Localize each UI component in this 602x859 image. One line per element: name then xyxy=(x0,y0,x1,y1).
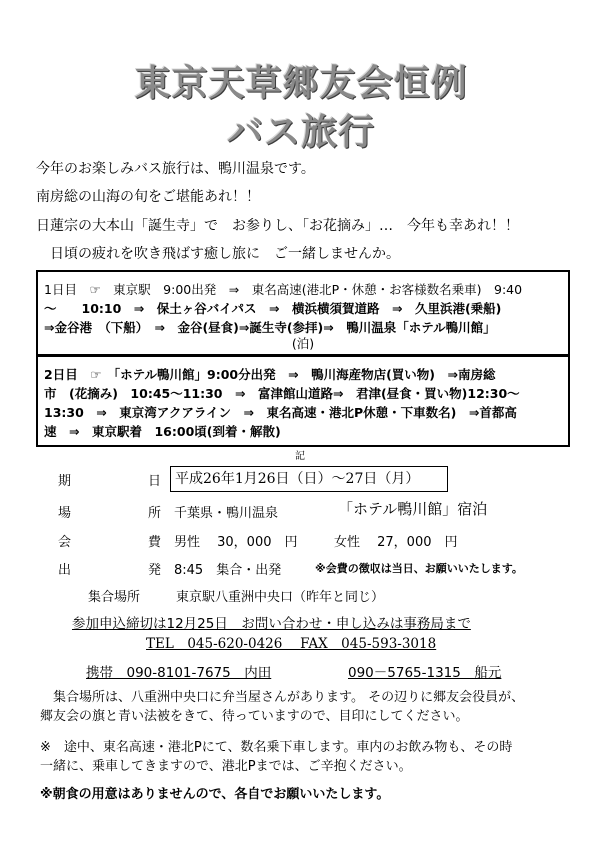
deadline-line: 参加申込締切は12月25日 お問い合わせ・申し込みは事務局まで xyxy=(72,616,471,632)
place-label-2: 所 xyxy=(148,506,162,521)
date-label-1: 期 xyxy=(58,474,72,489)
day2-line-3: 13:30 ⇒ 東京湾アクアライン ⇒ 東名高速・港北P休憩・下車数名) ⇒首都高 xyxy=(44,405,517,420)
day2-line-2: 市 (花摘み) 10:45～11:30 ⇒ 富津館山道路⇒ 君津(昼食・買い物)12:30～ xyxy=(44,386,520,401)
depart-value: 8:45 集合・出発 xyxy=(174,563,282,578)
title-line-1: 東京天草郷友会恒例 xyxy=(134,63,468,104)
fee-female: 女性 27，000 円 xyxy=(334,535,458,550)
mobile-funamoto: 090－5765-1315 船元 xyxy=(348,665,502,681)
day1-line-1: 1日目 ☞ 東京駅 9:00出発 ⇒ 東名高速(港北P・休憩・お客様数名乗車) 9:40 xyxy=(44,282,523,297)
note-stopover xyxy=(40,738,512,776)
title-line-2: バス旅行 xyxy=(226,112,375,153)
itinerary-day1-box xyxy=(36,270,570,355)
day1-line-4: (泊) xyxy=(291,337,315,351)
fee-label-1: 会 xyxy=(58,535,72,550)
day2-line-4: 速 ⇒ 東京駅着 16:00頃(到着・解散) xyxy=(44,424,281,439)
note-meeting-line-2: 郷友会の旗と青い法被をきて、待っていますので、目印にしてください。 xyxy=(40,709,469,724)
day2-line-1: 2日目 ☞ 「ホテル鴨川館」9:00分出発 ⇒ 鴨川海産物店(買い物) ⇒南房総 xyxy=(44,367,496,382)
note-meeting-point xyxy=(40,688,524,726)
meet-label: 集合場所 xyxy=(88,590,141,605)
note-stopover-line-2: 一緒に、乗車してきますので、港北Pまでは、ご辛抱ください。 xyxy=(40,759,412,774)
date-value: 平成26年1月26日（日）～27日（月） xyxy=(170,466,448,492)
hotel-value: 「ホテル鴨川館」宿泊 xyxy=(338,500,488,518)
date-label-2: 日 xyxy=(148,474,162,489)
depart-label-1: 出 xyxy=(58,563,72,578)
note-breakfast: ※朝食の用意はありませんので、各自でお願いいたします。 xyxy=(40,787,390,802)
meet-value: 東京駅八重洲中央口（昨年と同じ） xyxy=(176,590,385,605)
intro-line-1: 今年のお楽しみバス旅行は、鴨川温泉です。 xyxy=(36,161,315,177)
note-stopover-line-1: ※ 途中、東名高速・港北Pにて、数名乗下車します。車内のお飲み物も、その時 xyxy=(40,740,513,755)
intro-line-4: 日頃の疲れを吹き飛ばす癒し旅に ご一緒しませんか。 xyxy=(36,246,400,262)
ki-mark: 記 xyxy=(295,451,305,462)
itinerary-day2-box xyxy=(36,355,570,447)
day1-line-3: ⇒金谷港 （下船） ⇒ 金谷(昼食)⇒誕生寺(参拝)⇒ 鴨川温泉「ホテル鴨川館」 xyxy=(44,320,496,335)
tel-fax-line: TEL 045-620-0426 FAX 045-593-3018 xyxy=(146,636,437,652)
day1-line-2: ～ 10:10 ⇒ 保土ヶ谷バイパス ⇒ 横浜横須賀道路 ⇒ 久里浜港(乗船) xyxy=(44,301,502,316)
mobile-uchida: 携帯 090-8101-7675 内田 xyxy=(86,665,272,681)
intro-line-3: 日蓮宗の大本山「誕生寺」で お参りし、「お花摘み」… 今年も幸あれ！！ xyxy=(36,218,519,234)
place-value: 千葉県・鴨川温泉 xyxy=(174,506,279,521)
depart-note: ※会費の徴収は当日、お願いいたします。 xyxy=(315,562,523,575)
depart-label-2: 発 xyxy=(148,563,162,578)
fee-label-2: 費 xyxy=(148,535,162,550)
place-label-1: 場 xyxy=(58,506,72,521)
fee-male: 男性 30，000 円 xyxy=(174,535,298,550)
intro-line-2: 南房総の山海の旬をご堪能あれ！！ xyxy=(36,189,260,205)
note-meeting-line-1: 集合場所は、八重洲中央口に弁当屋さんがあります。 その辺りに郷友会役員が、 xyxy=(40,690,525,705)
